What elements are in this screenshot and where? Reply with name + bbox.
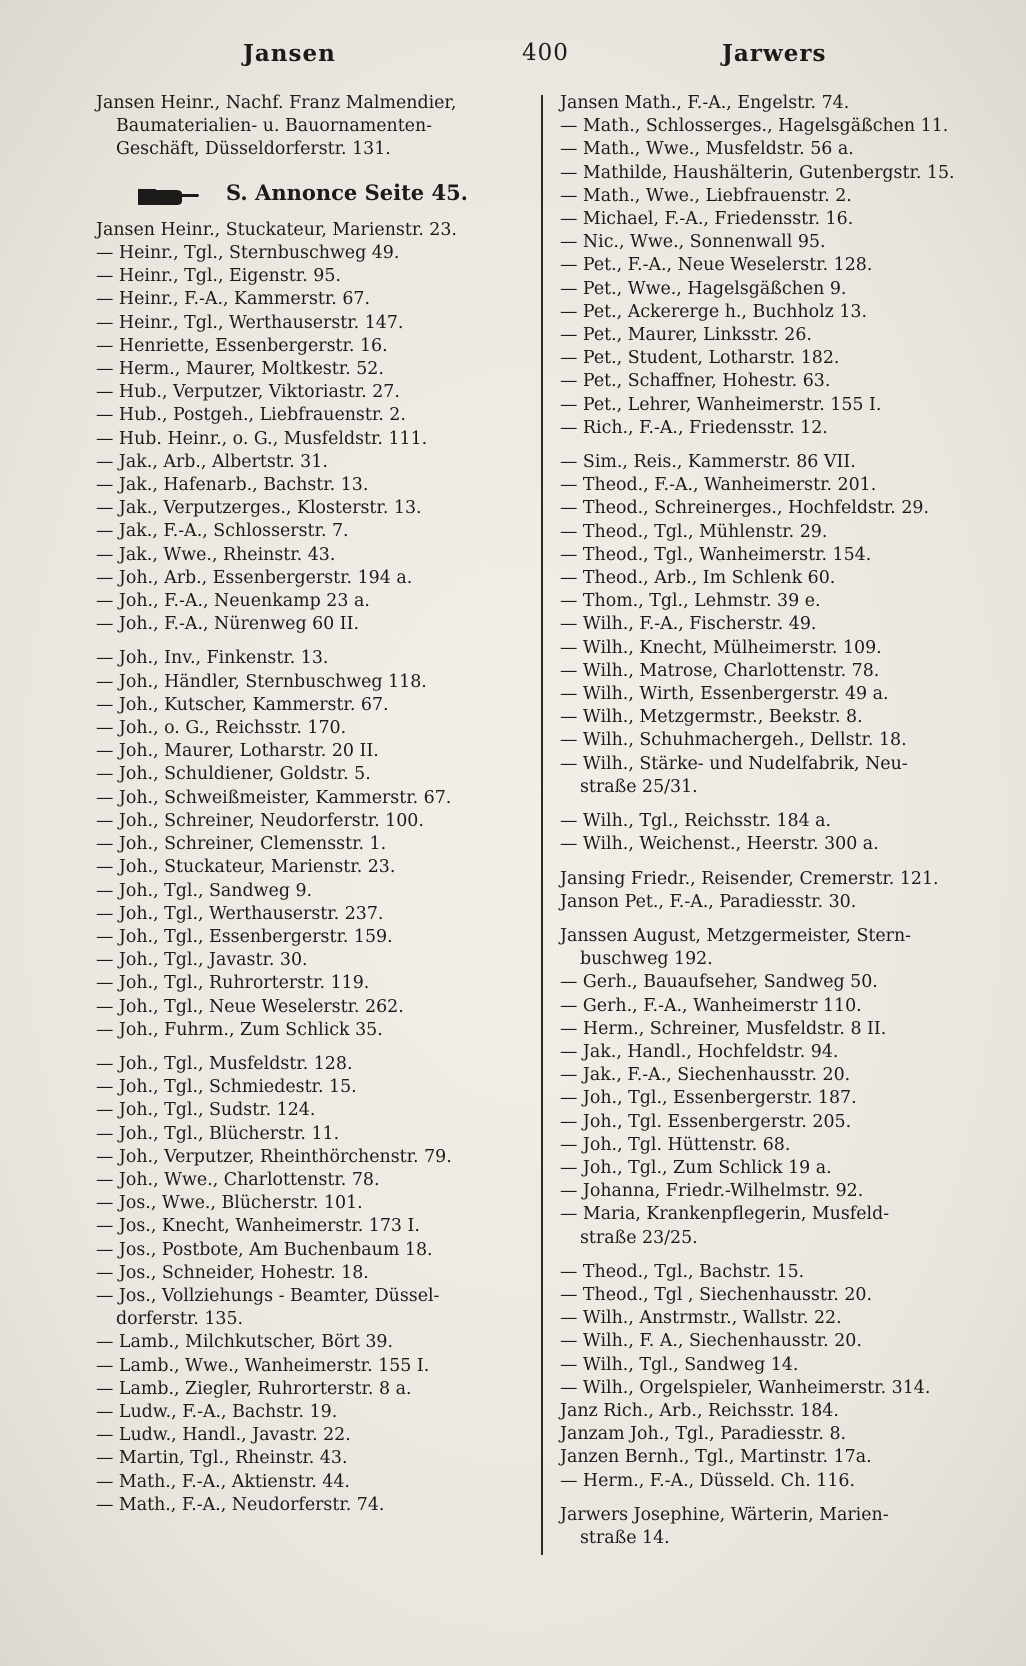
list-item (560, 1111, 990, 1134)
entry-text: — Herm., F.-A., Düsseld. Ch. 116. (560, 1470, 855, 1491)
entry-text: — Theod., F.-A., Wanheimerstr. 201. (560, 475, 877, 496)
entry-text: — Math., Wwe., Musfeldstr. 56 a. (560, 139, 854, 160)
entry-text: — Johanna, Friedr.-Wilhelmstr. 92. (560, 1181, 864, 1202)
entry-text: — Joh., Tgl., Schmiedestr. 15. (96, 1077, 357, 1098)
entry-text: — Lamb., Wwe., Wanheimerstr. 155 I. (96, 1355, 430, 1376)
list-item (560, 891, 990, 914)
list-item (96, 1285, 528, 1331)
list-item (560, 1400, 990, 1423)
entry-text: — Joh., Tgl., Essenbergerstr. 159. (96, 926, 393, 947)
entry-continuation: straße 14. (580, 1527, 670, 1548)
entry-text: — Joh., Händler, Sternbuschweg 118. (96, 671, 427, 692)
entry-text: — Joh., Tgl., Ruhrorterstr. 119. (96, 973, 370, 994)
entry-text: — Joh., F.-A., Nürenweg 60 II. (96, 614, 360, 635)
entry-text: — Wilh., Anstrmstr., Wallstr. 22. (560, 1308, 842, 1329)
list-item (96, 590, 528, 613)
list-item (560, 474, 990, 497)
entry-text: — Martin, Tgl., Rheinstr. 43. (96, 1448, 348, 1469)
entry-text: Jarwers Josephine, Wärterin, Marien- (560, 1504, 889, 1525)
entry-text: — Joh., F.-A., Neuenkamp 23 a. (96, 591, 370, 612)
list-item (96, 671, 528, 694)
entry-text: — Wilh., Wirth, Essenbergerstr. 49 a. (560, 684, 889, 705)
entry-text: — Ludw., F.-A., Bachstr. 19. (96, 1401, 338, 1422)
list-item (560, 1423, 990, 1446)
entry-text: Janson Pet., F.-A., Paradiesstr. 30. (560, 891, 857, 912)
list-item (96, 219, 528, 242)
list-item (96, 381, 528, 404)
entry-text: — Pet., Wwe., Hagelsgäßchen 9. (560, 278, 847, 299)
list-item (96, 1076, 528, 1099)
entry-text: — Joh., Arb., Essenbergerstr. 194 a. (96, 567, 413, 588)
list-item (560, 567, 990, 590)
entry-text: — Pet., Lehrer, Wanheimerstr. 155 I. (560, 394, 882, 415)
list-item (96, 1019, 528, 1042)
list-item (560, 833, 990, 856)
entry-text: — Theod., Schreinerges., Hochfeldstr. 29. (560, 498, 929, 519)
list-item (96, 717, 528, 740)
list-item (96, 1053, 528, 1076)
list-item (560, 544, 990, 567)
entry-text: — Joh., Tgl. Hüttenstr. 68. (560, 1134, 791, 1155)
list-item (96, 1099, 528, 1122)
list-item (96, 451, 528, 474)
list-item (560, 347, 990, 370)
list-item (560, 1203, 990, 1249)
entry-text: — Joh., Maurer, Lotharstr. 20 II. (96, 741, 379, 762)
list-item (560, 521, 990, 544)
entry-text: — Gerh., F.-A., Wanheimerstr 110. (560, 995, 862, 1016)
list-item (96, 996, 528, 1019)
entry-text: — Joh., Tgl., Neue Weselerstr. 262. (96, 996, 404, 1017)
entry-text: — Thom., Tgl., Lehmstr. 39 e. (560, 591, 821, 612)
list-item (560, 1446, 990, 1469)
list-item (560, 1087, 990, 1110)
list-item (560, 971, 990, 994)
column-divider (541, 95, 543, 1555)
entry-text: — Theod., Tgl , Siechenhausstr. 20. (560, 1284, 872, 1305)
header-right-keyword: Jarwers (722, 40, 827, 67)
entry-text: — Pet., Maurer, Linksstr. 26. (560, 325, 812, 346)
entry-text: — Wilh., Orgelspieler, Wanheimerstr. 314. (560, 1377, 931, 1398)
list-item (96, 903, 528, 926)
list-item (96, 926, 528, 949)
entry-text: — Wilh., Knecht, Mülheimerstr. 109. (560, 637, 882, 658)
list-item (96, 265, 528, 288)
list-item (560, 1018, 990, 1041)
list-item (96, 312, 528, 335)
entry-text: — Hub., Postgeh., Liebfrauenstr. 2. (96, 405, 406, 426)
entry-text: — Pet., Student, Lotharstr. 182. (560, 348, 840, 369)
list-item (96, 1169, 528, 1192)
entry-text: — Joh., Fuhrm., Zum Schlick 35. (96, 1019, 383, 1040)
entry-continuation: dorferstr. 135. (116, 1309, 244, 1330)
entry-text: — Ludw., Handl., Javastr. 22. (96, 1425, 351, 1446)
list-item: Jansen Heinr., Nachf. Franz Malmendier, Baumaterialien- u. Bauornamenten- Geschäft, Düsseldorferstr. 131. (96, 93, 457, 160)
entry-text: — Jos., Schneider, Hohestr. 18. (96, 1262, 369, 1283)
list-item (96, 1215, 528, 1238)
list-item (96, 358, 528, 381)
list-item (560, 417, 990, 440)
entry-text: — Wilh., Tgl., Sandweg 14. (560, 1354, 799, 1375)
entry-text: — Joh., Verputzer, Rheinthörchenstr. 79. (96, 1146, 452, 1167)
list-item (96, 694, 528, 717)
entry-text: — Gerh., Bauaufseher, Sandweg 50. (560, 972, 878, 993)
list-item (96, 949, 528, 972)
list-item (560, 254, 990, 277)
list-item (96, 428, 528, 451)
list-item (560, 451, 990, 474)
list-item (560, 497, 990, 520)
entry-text: — Wilh., Schuhmachergeh., Dellstr. 18. (560, 730, 907, 751)
list-item (560, 1284, 990, 1307)
list-item (96, 810, 528, 833)
pointing-hand-icon (138, 187, 200, 211)
list-item (560, 394, 990, 417)
entry-text: — Joh., Tgl., Javastr. 30. (96, 950, 308, 971)
entry-text: — Wilh., Matrose, Charlottenstr. 78. (560, 660, 880, 681)
list-item (96, 856, 528, 879)
entry-text: — Joh., Inv., Finkenstr. 13. (96, 648, 329, 669)
entry-text: — Theod., Tgl., Wanheimerstr. 154. (560, 544, 872, 565)
list-item (560, 92, 990, 115)
list-item (560, 1261, 990, 1284)
entry-text: Janz Rich., Arb., Reichsstr. 184. (560, 1400, 839, 1421)
list-item (560, 1064, 990, 1087)
entry-text: — Joh., Tgl., Werthauserstr. 237. (96, 903, 384, 924)
list-item (96, 972, 528, 995)
entry-text: — Math., F.-A., Aktienstr. 44. (96, 1471, 350, 1492)
list-item (560, 1330, 990, 1353)
entry-text: — Jak., Hafenarb., Bachstr. 13. (96, 475, 369, 496)
entry-text: — Jos., Knecht, Wanheimerstr. 173 I. (96, 1216, 420, 1237)
entry-continuation: straße 23/25. (580, 1227, 698, 1248)
list-item (96, 880, 528, 903)
list-item (96, 544, 528, 567)
list-item (96, 763, 528, 786)
entry-text: — Joh., Tgl., Musfeldstr. 128. (96, 1053, 353, 1074)
entry-text: — Theod., Tgl., Bachstr. 15. (560, 1261, 805, 1282)
entry-text: — Joh., Tgl., Sudstr. 124. (96, 1100, 316, 1121)
list-item (560, 278, 990, 301)
entry-text: — Jak., Wwe., Rheinstr. 43. (96, 544, 336, 565)
entry-text: — Joh., Kutscher, Kammerstr. 67. (96, 694, 389, 715)
list-item (560, 208, 990, 231)
entry-text: — Hub. Heinr., o. G., Musfeldstr. 111. (96, 428, 428, 449)
entry-text: — Joh., Tgl. Essenbergerstr. 205. (560, 1111, 852, 1132)
entry-text: — Joh., Schuldiener, Goldstr. 5. (96, 764, 371, 785)
list-item (560, 729, 990, 752)
entry-text: — Pet., Ackererge h., Buchholz 13. (560, 301, 867, 322)
entry-text: — Theod., Tgl., Mühlenstr. 29. (560, 521, 828, 542)
entry-text: — Joh., Schweißmeister, Kammerstr. 67. (96, 787, 452, 808)
list-item (96, 740, 528, 763)
entry-text: — Wilh., Tgl., Reichsstr. 184 a. (560, 811, 832, 832)
entry-text: — Wilh., F. A., Siechenhausstr. 20. (560, 1331, 862, 1352)
list-item (560, 1307, 990, 1330)
entry-text: Janssen August, Metzgermeister, Stern- (560, 925, 912, 946)
entry-continuation: buschweg 192. (580, 949, 713, 970)
entry-text: — Math., F.-A., Neudorferstr. 74. (96, 1494, 385, 1515)
entry-text: — Heinr., Tgl., Werthauserstr. 147. (96, 312, 404, 333)
entry-text: — Wilh., Weichenst., Heerstr. 300 a. (560, 834, 879, 855)
entry-text: — Lamb., Ziegler, Ruhrorterstr. 8 a. (96, 1378, 412, 1399)
list-item (560, 1041, 990, 1064)
entry-text: — Math., Schlosserges., Hagelsgäßchen 11. (560, 116, 949, 137)
list-item (96, 567, 528, 590)
list-item (560, 1470, 990, 1493)
list-item (96, 1494, 528, 1517)
list-item (560, 1377, 990, 1400)
entry-text: — Jos., Postbote, Am Buchenbaum 18. (96, 1239, 433, 1260)
entry-text: — Pet., Schaffner, Hohestr. 63. (560, 371, 831, 392)
list-item (560, 162, 990, 185)
entry-text: — Michael, F.-A., Friedensstr. 16. (560, 209, 854, 230)
list-item (96, 1471, 528, 1494)
list-item (96, 1192, 528, 1215)
list-item (560, 1354, 990, 1377)
list-item (560, 185, 990, 208)
entry-text: — Joh., Schreiner, Neudorferstr. 100. (96, 810, 424, 831)
entry-text: — Jos., Vollziehungs - Beamter, Düssel- (96, 1285, 440, 1306)
entry-text: — Jak., Handl., Hochfeldstr. 94. (560, 1041, 839, 1062)
page-header (0, 40, 1026, 80)
list-item (560, 925, 990, 971)
entry-text: — Herm., Maurer, Moltkestr. 52. (96, 359, 384, 380)
entry-text: Jansing Friedr., Reisender, Cremerstr. 121. (560, 868, 939, 889)
list-item (96, 1239, 528, 1262)
list-item (560, 590, 990, 613)
header-left-keyword: Jansen (243, 40, 336, 67)
entry-text: — Joh., Tgl., Essenbergerstr. 187. (560, 1088, 857, 1109)
entry-text: Janzen Bernh., Tgl., Martinstr. 17a. (560, 1447, 872, 1468)
list-item (560, 138, 990, 161)
list-item (560, 613, 990, 636)
entry-text: — Joh., Schreiner, Clemensstr. 1. (96, 834, 387, 855)
entry-text: — Jak., Verputzerges., Klosterstr. 13. (96, 498, 422, 519)
entry-text: — Jak., F.-A., Schlosserstr. 7. (96, 521, 349, 542)
list-item (560, 1504, 990, 1550)
entry-text: Jansen Math., F.-A., Engelstr. 74. (560, 93, 850, 113)
list-item (96, 1146, 528, 1169)
list-item (560, 995, 990, 1018)
entry-text: — Hub., Verputzer, Viktoriastr. 27. (96, 382, 400, 403)
entry-text: — Maria, Krankenpflegerin, Musfeld- (560, 1204, 890, 1225)
list-item (96, 474, 528, 497)
list-item (560, 637, 990, 660)
entry-text: — Heinr., Tgl., Sternbuschweg 49. (96, 243, 400, 264)
entry-text: — Joh., o. G., Reichsstr. 170. (96, 718, 347, 739)
list-item (96, 520, 528, 543)
entry-text: — Lamb., Milchkutscher, Bört 39. (96, 1332, 393, 1353)
list-item (560, 115, 990, 138)
list-item (560, 231, 990, 254)
entry-text: — Wilh., Stärke- und Nudelfabrik, Neu- (560, 753, 908, 774)
list-item (560, 301, 990, 324)
page-number: 400 (522, 40, 569, 66)
list-item (560, 683, 990, 706)
list-item (560, 1134, 990, 1157)
list-item (96, 613, 528, 636)
entry-text: — Sim., Reis., Kammerstr. 86 VII. (560, 452, 856, 473)
entry-text: — Joh., Tgl., Blücherstr. 11. (96, 1123, 340, 1144)
list-item (96, 1378, 528, 1401)
entry-text: Janzam Joh., Tgl., Paradiesstr. 8. (560, 1424, 847, 1445)
list-item (96, 335, 528, 358)
list-item (96, 242, 528, 265)
entry-text: — Herm., Schreiner, Musfeldstr. 8 II. (560, 1018, 887, 1039)
entry-text: — Mathilde, Haushälterin, Gutenbergstr. 15. (560, 162, 955, 183)
list-item (96, 1123, 528, 1146)
announcement: S. Annonce Seite 45. (96, 181, 528, 204)
entry-continuation: straße 25/31. (580, 776, 698, 797)
list-item (96, 497, 528, 520)
entry-text: — Jak., Arb., Albertstr. 31. (96, 451, 328, 472)
list-item (560, 324, 990, 347)
entry-text: — Heinr., Tgl., Eigenstr. 95. (96, 266, 341, 287)
list-item (96, 647, 528, 670)
entry-text: — Wilh., Metzgermstr., Beekstr. 8. (560, 707, 863, 728)
entry-text: — Joh., Tgl., Sandweg 9. (96, 880, 313, 901)
list-item (96, 1424, 528, 1447)
list-item (560, 1157, 990, 1180)
list-item (96, 1355, 528, 1378)
list-item (560, 706, 990, 729)
list-item (96, 1331, 528, 1354)
list-item (560, 868, 990, 891)
entry-text: — Joh., Stuckateur, Marienstr. 23. (96, 857, 396, 878)
entry-text: — Rich., F.-A., Friedensstr. 12. (560, 417, 828, 438)
list-item (560, 1180, 990, 1203)
entry-text: — Joh., Tgl., Zum Schlick 19 a. (560, 1157, 832, 1178)
list-item (96, 787, 528, 810)
list-item (560, 753, 990, 799)
list-item (96, 833, 528, 856)
entry-text: — Henriette, Essenbergerstr. 16. (96, 335, 388, 356)
entry-text: — Jos., Wwe., Blücherstr. 101. (96, 1193, 363, 1214)
entry-text: — Heinr., F.-A., Kammerstr. 67. (96, 289, 371, 310)
entry-text: Jansen Heinr., Stuckateur, Marienstr. 23. (96, 219, 457, 240)
entry-text: — Nic., Wwe., Sonnenwall 95. (560, 232, 826, 253)
list-item (560, 810, 990, 833)
list-item (96, 1447, 528, 1470)
entry-text: — Wilh., F.-A., Fischerstr. 49. (560, 614, 817, 635)
entry-text: — Math., Wwe., Liebfrauenstr. 2. (560, 185, 852, 206)
entry-text: — Jak., F.-A., Siechenhausstr. 20. (560, 1065, 851, 1086)
entry-text: — Pet., F.-A., Neue Weselerstr. 128. (560, 255, 873, 276)
entry-text: — Joh., Wwe., Charlottenstr. 78. (96, 1169, 380, 1190)
entry-text: — Theod., Arb., Im Schlenk 60. (560, 568, 836, 589)
list-item (96, 288, 528, 311)
list-item (96, 404, 528, 427)
list-item (560, 660, 990, 683)
left-column (96, 92, 528, 1517)
right-column (560, 92, 990, 1550)
list-item (560, 370, 990, 393)
list-item (96, 1401, 528, 1424)
list-item (96, 1262, 528, 1285)
